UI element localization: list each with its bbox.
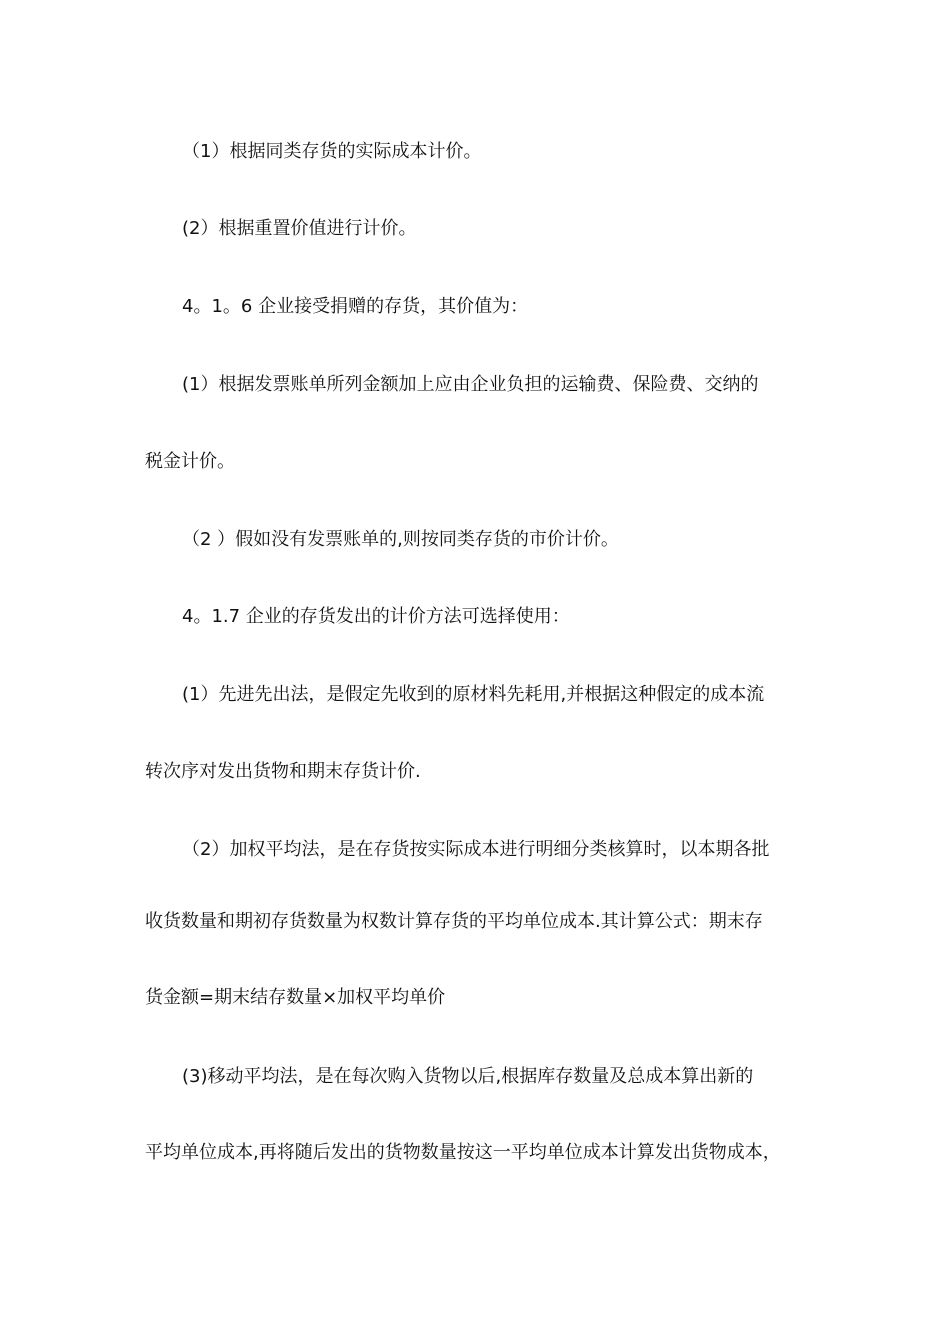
text-line-2: (2）根据重置价值进行计价。 <box>182 218 417 239</box>
text-line-4: (1）根据发票账单所列金额加上应由企业负担的运输费、保险费、交纳的 <box>182 374 759 395</box>
text-line-10: （2）加权平均法，是在存货按实际成本进行明细分类核算时，以本期各批 <box>182 839 770 860</box>
text-line-3: 4。1。6 企业接受捐赠的存货，其价值为： <box>182 296 529 317</box>
text-line-5: 税金计价。 <box>145 451 235 472</box>
text-line-8: (1）先进先出法，是假定先收到的原材料先耗用,并根据这种假定的成本流 <box>182 684 765 705</box>
text-line-9: 转次序对发出货物和期末存货计价. <box>145 761 421 782</box>
text-line-12: 货金额=期末结存数量×加权平均单价 <box>145 987 446 1008</box>
text-line-7: 4。1.7 企业的存货发出的计价方法可选择使用： <box>182 606 570 627</box>
text-line-6: （2 ）假如没有发票账单的,则按同类存货的市价计价。 <box>182 529 619 550</box>
text-line-14: 平均单位成本,再将随后发出的货物数量按这一平均单位成本计算发出货物成本， <box>145 1142 781 1163</box>
text-line-11: 收货数量和期初存货数量为权数计算存货的平均单位成本.其计算公式：期末存 <box>145 911 763 932</box>
text-line-1: （1）根据同类存货的实际成本计价。 <box>182 141 482 162</box>
text-line-13: (3)移动平均法，是在每次购入货物以后,根据库存数量及总成本算出新的 <box>182 1066 754 1087</box>
